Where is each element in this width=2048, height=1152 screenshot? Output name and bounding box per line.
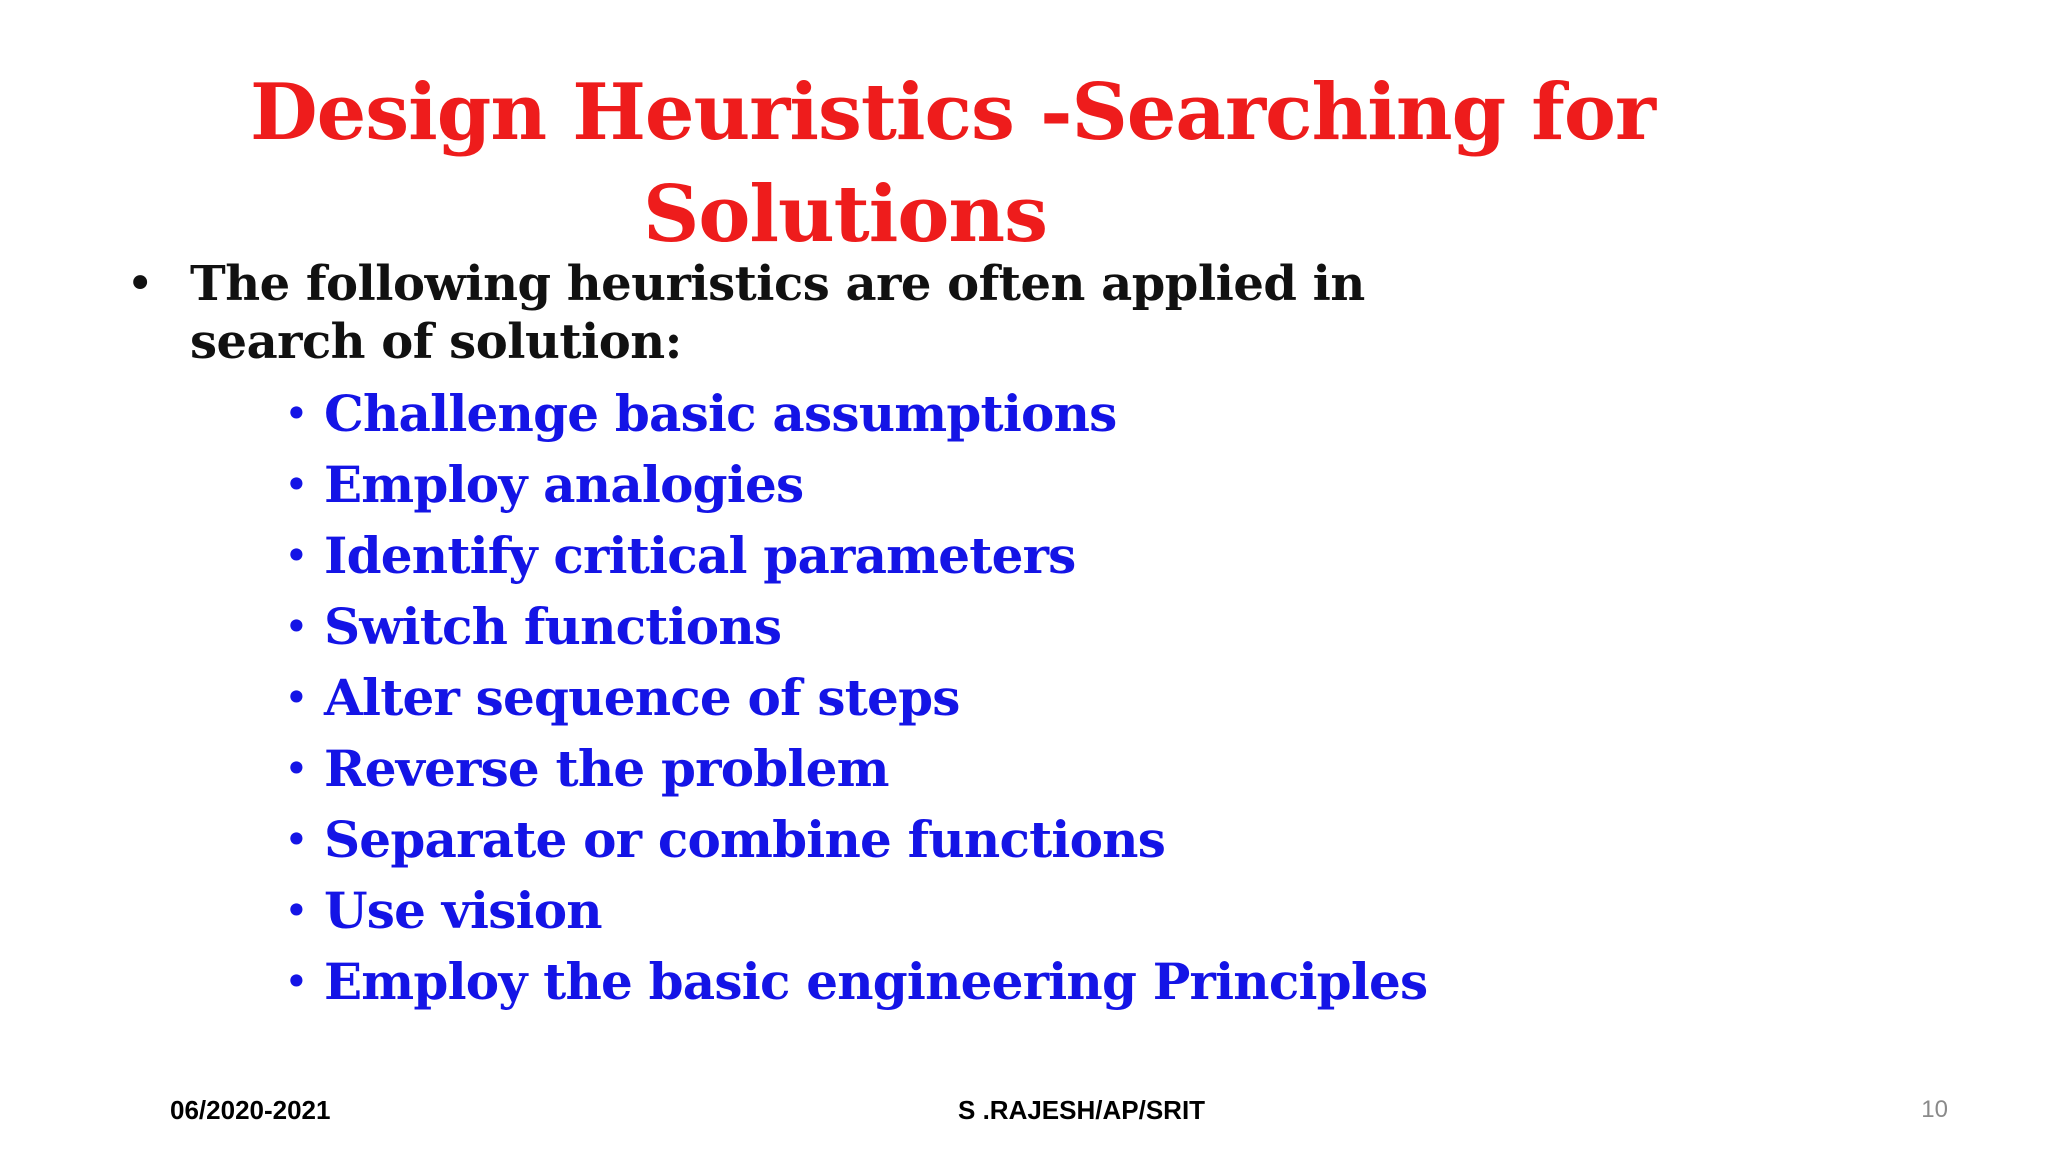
heuristic-label: Use vision — [324, 881, 602, 940]
bullet-icon: • — [284, 815, 308, 864]
heuristic-item — [284, 449, 1427, 520]
heuristic-label: Alter sequence of steps — [324, 668, 960, 727]
heuristic-item — [284, 733, 1427, 804]
footer-author: S .RAJESH/AP/SRIT — [958, 1095, 1206, 1125]
heuristic-item — [284, 520, 1427, 591]
heuristic-label: Separate or combine functions — [324, 810, 1166, 869]
bullet-icon: • — [284, 602, 308, 651]
bullet-icon: • — [284, 957, 308, 1006]
footer-date: 06/2020-2021 — [170, 1095, 331, 1125]
heuristic-item — [284, 662, 1427, 733]
page-number: 10 — [1921, 1096, 1948, 1123]
bullet-icon: • — [284, 460, 308, 509]
intro-text: The following heuristics are often applied in search of solution: — [190, 256, 1365, 370]
bullet-icon: • — [284, 531, 308, 580]
heuristic-label: Challenge basic assumptions — [324, 384, 1117, 443]
heuristic-item — [284, 946, 1427, 1017]
bullet-icon: • — [284, 886, 308, 935]
heuristic-label: Switch functions — [324, 597, 782, 656]
heuristic-label: Reverse the problem — [324, 739, 889, 798]
slide-title — [250, 62, 1655, 266]
slide-title-line-2: Solutions — [642, 169, 1047, 260]
bullet-icon: • — [284, 389, 308, 438]
bullet-icon: • — [284, 744, 308, 793]
bullet-icon: • — [284, 673, 308, 722]
heuristic-label: Employ analogies — [324, 455, 804, 514]
heuristics-list — [284, 378, 1427, 1017]
heuristic-label: Identify critical parameters — [324, 526, 1076, 585]
heuristic-label: Employ the basic engineering Principles — [324, 952, 1428, 1011]
intro-list — [126, 255, 1526, 371]
heuristic-item — [284, 378, 1427, 449]
heuristic-item — [284, 875, 1427, 946]
intro-item — [126, 255, 1526, 371]
slide-title-line-1: Design Heuristics -Searching for — [250, 67, 1655, 158]
heuristic-item — [284, 591, 1427, 662]
heuristic-item — [284, 804, 1427, 875]
bullet-icon: • — [126, 256, 154, 312]
